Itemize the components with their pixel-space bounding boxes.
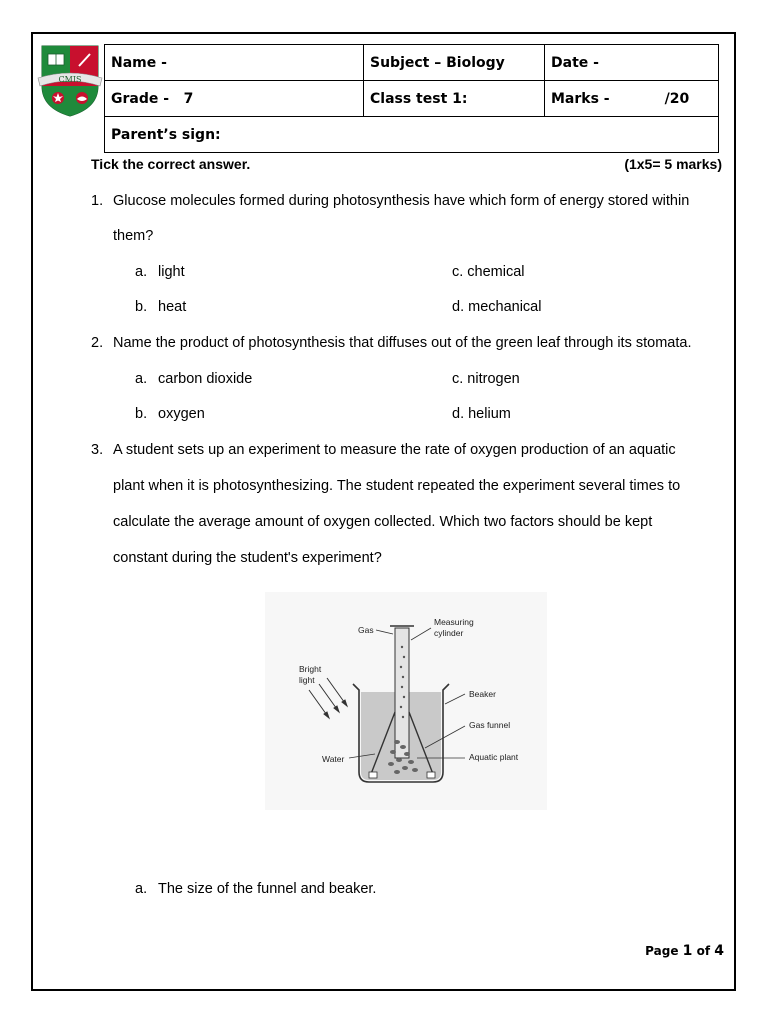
option-letter: a. <box>135 881 148 897</box>
option-letter: b. <box>135 406 148 422</box>
option-letter: b. <box>135 299 148 315</box>
question-text-line: plant when it is photosynthesizing. The student repeated the experiment several times to <box>113 478 681 494</box>
option-c[interactable]: c. nitrogen <box>452 371 520 387</box>
school-logo <box>36 42 104 118</box>
name-label: Name - <box>111 54 167 71</box>
parent-sign-cell[interactable] <box>105 117 719 153</box>
option-d[interactable]: d. helium <box>452 406 511 422</box>
date-cell[interactable] <box>545 45 719 81</box>
option-a[interactable]: The size of the funnel and beaker. <box>158 881 377 897</box>
label-light: light <box>299 675 315 685</box>
instructions-marks: (1x5= 5 marks) <box>624 156 722 172</box>
header-info-table <box>104 44 719 153</box>
instructions-row <box>91 156 722 172</box>
page-word: Page <box>645 944 679 958</box>
option-a[interactable]: carbon dioxide <box>158 371 253 387</box>
grade-label: Grade - <box>111 90 170 107</box>
option-b[interactable]: oxygen <box>158 406 205 422</box>
option-b[interactable]: heat <box>158 299 187 315</box>
subject-label: Subject – Biology <box>370 54 505 71</box>
marks-total: /20 <box>664 90 690 107</box>
grade-value: 7 <box>183 90 194 107</box>
marks-cell[interactable] <box>545 81 719 117</box>
question-text-line: A student sets up an experiment to measure the rate of oxygen production of an aquatic <box>113 442 676 458</box>
label-bright: Bright <box>299 664 322 674</box>
option-letter: a. <box>135 371 148 387</box>
name-cell[interactable] <box>105 45 364 81</box>
page-footer <box>645 943 724 959</box>
page-total: 4 <box>714 943 724 959</box>
question-text-line: Name the product of photosynthesis that diffuses out of the green leaf through its stomata. <box>113 335 692 351</box>
question-number: 3. <box>91 442 104 458</box>
question-text-line: them? <box>113 228 154 244</box>
label-aquatic-plant: Aquatic plant <box>469 752 519 762</box>
experiment-diagram <box>265 592 547 810</box>
test-label: Class test 1: <box>370 90 468 107</box>
parent-sign-label: Parent’s sign: <box>111 126 221 143</box>
date-label: Date - <box>551 54 599 71</box>
question-text-line: constant during the student's experiment? <box>113 550 382 566</box>
question-number: 1. <box>91 193 104 209</box>
label-gas-funnel: Gas funnel <box>469 720 511 730</box>
question-number: 2. <box>91 335 104 351</box>
logo-text: CMIS <box>58 75 82 84</box>
option-letter: a. <box>135 264 148 280</box>
question-text-line: Glucose molecules formed during photosynthesis have which form of energy stored within <box>113 193 690 209</box>
label-water: Water <box>322 754 345 764</box>
subject-cell <box>364 45 545 81</box>
option-c[interactable]: c. chemical <box>452 264 525 280</box>
instructions-text: Tick the correct answer. <box>91 156 251 172</box>
marks-label: Marks - <box>551 90 610 107</box>
option-a[interactable]: light <box>158 264 185 280</box>
label-cylinder: cylinder <box>434 628 464 638</box>
of-word: of <box>696 944 711 958</box>
option-d[interactable]: d. mechanical <box>452 299 542 315</box>
label-gas: Gas <box>358 625 374 635</box>
grade-cell <box>105 81 364 117</box>
page-number: 1 <box>682 943 693 959</box>
label-beaker: Beaker <box>469 689 496 699</box>
question-text-line: calculate the average amount of oxygen collected. Which two factors should be kept <box>113 514 653 530</box>
test-cell <box>364 81 545 117</box>
label-measuring: Measuring <box>434 617 474 627</box>
